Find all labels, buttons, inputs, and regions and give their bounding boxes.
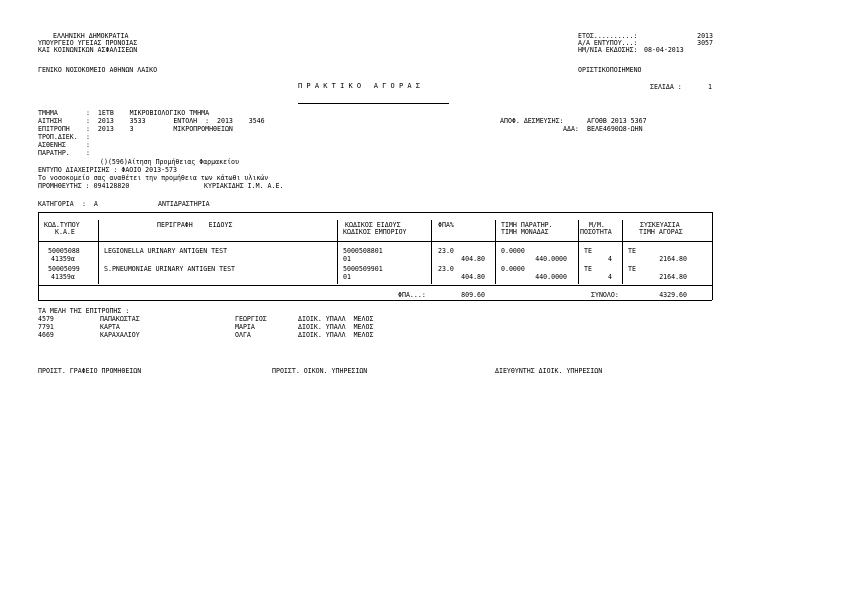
page-number-label: ΣΕΛΙΔΑ :: [650, 83, 682, 91]
org-line-1: ΕΛΛΗΝΙΚΗ ΔΗΜΟΚΡΑΤΙΑ: [53, 32, 129, 40]
row-vat: 23.0: [438, 247, 454, 255]
header-kae: Κ.Α.Ε: [55, 228, 75, 236]
member-id: 7791: [38, 323, 54, 331]
org-line-3: ΚΑΙ ΚΟΙΝΩΝΙΚΩΝ ΑΣΦΑΛΙΣΕΩΝ: [38, 46, 138, 54]
col-divider: [495, 220, 496, 284]
request-label: ΑΙΤΗΣΗ: [38, 117, 62, 125]
member-role: ΔΙΟΙΚ. ΥΠΑΛΛ ΜΕΛΟΣ: [298, 323, 374, 331]
member-role: ΔΙΟΙΚ. ΥΠΑΛΛ ΜΕΛΟΣ: [298, 315, 374, 323]
row-observed-price: 0.0000: [501, 247, 525, 255]
header-quantity: ΠΟΣΟΤΗΤΑ: [580, 228, 612, 236]
col-divider: [578, 220, 579, 284]
col-divider: [431, 220, 432, 284]
vat-total-value: 809.60: [461, 291, 485, 299]
row-package: ΤΕ: [628, 247, 636, 255]
form-no-label: Α/Α ΕΝΤΥΠΟΥ...:: [578, 39, 638, 47]
member-name: ΟΛΓΑ: [235, 331, 251, 339]
table-top-border: [38, 212, 712, 213]
row-description: LEGIONELLA URINARY ANTIGEN TEST: [104, 247, 228, 255]
table-header-border: [38, 241, 712, 242]
member-id: 4669: [38, 331, 54, 339]
row-observed-price: 0.0000: [501, 265, 525, 273]
row-item-code: 5000508801: [343, 247, 383, 255]
document-status: ΟΡΙΣΤΙΚΟΠΟΙΗΜΕΝΟ: [578, 66, 642, 74]
hospital-name: ΓΕΝΙΚΟ ΝΟΣΟΚΟΜΕΙΟ ΑΘΗΝΩΝ ΛΑΙΚΟ: [38, 66, 158, 74]
notes-label: ΠΑΡΑΤΗΡ.: [38, 149, 70, 157]
header-merchant-code: ΚΩΔΙΚΟΣ ΕΜΠΟΡΙΟΥ: [343, 228, 407, 236]
patient-label: ΑΣΘΕΝΗΣ: [38, 141, 66, 149]
row-package: ΤΕ: [628, 265, 636, 273]
row-unit: ΤΕ: [584, 265, 592, 273]
signature-director: ΔΙΕΥΘΥΝΤΗΣ ΔΙΟΙΚ. ΥΠΗΡΕΣΙΩΝ: [495, 367, 603, 375]
col-divider: [98, 220, 99, 284]
sum-label: ΣΥΝΟΛΟ:: [591, 291, 619, 299]
table-right-border: [712, 212, 713, 300]
category-name: ΑΝΤΙΔΡΑΣΤΗΡΙΑ: [158, 200, 210, 208]
org-line-2: ΥΠΟΥΡΓΕΙΟ ΥΓΕΙΑΣ ΠΡΟΝΟΙΑΣ: [38, 39, 138, 47]
trop-label: ΤΡΟΠ.ΔΙΕΚ.: [38, 133, 78, 141]
header-package: ΣΥΣΚΕΥΑΣΙΑ: [640, 221, 680, 229]
row-item-code: 5000509901: [343, 265, 383, 273]
apof-value: ΑΓΟΘΒ 2013 5367: [587, 117, 647, 125]
col-divider: [622, 220, 623, 284]
table-left-border: [38, 212, 39, 300]
row-unit: ΤΕ: [584, 247, 592, 255]
year-label: ΕΤΟΣ..........:: [578, 32, 638, 40]
ada-label: ΑΔΑ:: [563, 125, 579, 133]
row-unit-price: 440.0000: [535, 255, 567, 263]
table-bottom-border: [38, 300, 712, 301]
row-kae: 41359α: [51, 273, 75, 281]
header-code: ΚΩΔ.ΤΥΠΟΥ: [44, 221, 80, 229]
header-unit-price: ΤΙΜΗ ΜΟΝΑΔΑΣ: [501, 228, 549, 236]
title-underline: [298, 103, 449, 104]
management-form: ΕΝΤΥΠΟ ΔΙΑΧΕΙΡΙΣΗΣ : ΦΑΟΙΟ 2013-573: [38, 166, 177, 174]
row-unit-price: 440.0000: [535, 273, 567, 281]
row-code: 50005088: [48, 247, 80, 255]
committee-value: : 2013 3 ΜΙΚΡΟΠΡΟΜΗΘΕΙΩΝ: [86, 125, 233, 133]
patient-value: :: [86, 141, 90, 149]
apof-label: ΑΠΟΦ. ΔΕΣΜΕΥΣΗΣ:: [500, 117, 564, 125]
vat-total-label: ΦΠΑ...:: [398, 291, 426, 299]
row-code: 50005099: [48, 265, 80, 273]
sum-value: 4329.60: [659, 291, 687, 299]
signature-procurement: ΠΡΟΙΣΤ. ΓΡΑΦΕΙΟ ΠΡΟΜΗΘΕΙΩΝ: [38, 367, 142, 375]
row-total: 2164.80: [659, 273, 687, 281]
header-observed-price: ΤΙΜΗ ΠΑΡΑΤΗΡ.: [501, 221, 553, 229]
row-description: S.PNEUMONIAE URINARY ANTIGEN TEST: [104, 265, 236, 273]
supplier-label: ΠΡΟΜΗΘΕΥΤΗΣ : 094128820: [38, 182, 130, 190]
row-merchant-code: 01: [343, 255, 351, 263]
year-value: 2013: [697, 32, 713, 40]
member-id: 4579: [38, 315, 54, 323]
notes-value: :: [86, 149, 90, 157]
dept-label: ΤΜΗΜΑ: [38, 109, 58, 117]
committee-label: ΕΠΙΤΡΟΠΗ: [38, 125, 70, 133]
supplier-name: ΚΥΡΙΑΚΙΔΗΣ Ι.Μ. Α.Ε.: [204, 182, 284, 190]
request-value: : 2013 3533 ΕΝΤΟΛΗ : 2013 3546: [86, 117, 265, 125]
row-quantity: 4: [608, 255, 612, 263]
member-surname: ΠΑΠΑΚΩΣΤΑΣ: [100, 315, 140, 323]
row-kae: 41359α: [51, 255, 75, 263]
category-code: : Α: [82, 200, 98, 208]
row-merchant-code: 01: [343, 273, 351, 281]
page-number-value: 1: [708, 83, 712, 91]
member-role: ΔΙΟΙΚ. ΥΠΑΛΛ ΜΕΛΟΣ: [298, 331, 374, 339]
header-unit: Μ/Μ.: [589, 221, 605, 229]
form-no-value: 3057: [697, 39, 713, 47]
row-quantity: 4: [608, 273, 612, 281]
ada-value: ΒΕΛΕ4690Ω8-ΩΗΝ: [587, 125, 643, 133]
row-vat: 23.0: [438, 265, 454, 273]
header-description: ΠΕΡΙΓΡΑΦΗ ΕΙΔΟΥΣ: [157, 221, 233, 229]
member-name: ΜΑΡΙΑ: [235, 323, 255, 331]
row-vat-amount: 404.80: [461, 255, 485, 263]
header-purchase-price: ΤΙΜΗ ΑΓΟΡΑΣ: [639, 228, 683, 236]
header-vat: ΦΠΑ%: [438, 221, 454, 229]
page-title: ΠΡΑΚΤΙΚΟ ΑΓΟΡΑΣ: [298, 82, 425, 90]
header-item-code: ΚΩΔΙΚΟΣ ΕΙΔΟΥΣ: [345, 221, 401, 229]
issue-date-value: 08-04-2013: [644, 46, 684, 54]
dept-value: : 1ΕΤΒ ΜΙΚΡΟΒΙΟΛΟΓΙΚΟ ΤΜΗΜΑ: [86, 109, 210, 117]
assignment-text: Το νοσοκομείο σας αναθέτει την προμήθεια των κάτωθι υλικών: [38, 174, 269, 182]
request-description: ()(596)Αίτηση Προμήθειας Φαρμακείου: [100, 158, 239, 166]
row-total: 2164.80: [659, 255, 687, 263]
table-body-border: [38, 285, 712, 286]
row-vat-amount: 404.80: [461, 273, 485, 281]
trop-value: :: [86, 133, 90, 141]
member-name: ΓΕΩΡΓΙΟΣ: [235, 315, 267, 323]
category-label: ΚΑΤΗΓΟΡΙΑ: [38, 200, 74, 208]
member-surname: ΚΑΡΤΑ: [100, 323, 120, 331]
committee-title: ΤΑ ΜΕΛΗ ΤΗΣ ΕΠΙΤΡΟΠΗΣ :: [38, 307, 130, 315]
issue-date-label: ΗΜ/ΝΙΑ ΕΚΔΟΣΗΣ:: [578, 46, 638, 54]
signature-financial: ΠΡΟΙΣΤ. ΟΙΚΟΝ. ΥΠΗΡΕΣΙΩΝ: [272, 367, 368, 375]
member-surname: ΚΑΡΑΧΑΛΙΟΥ: [100, 331, 140, 339]
col-divider: [337, 220, 338, 284]
